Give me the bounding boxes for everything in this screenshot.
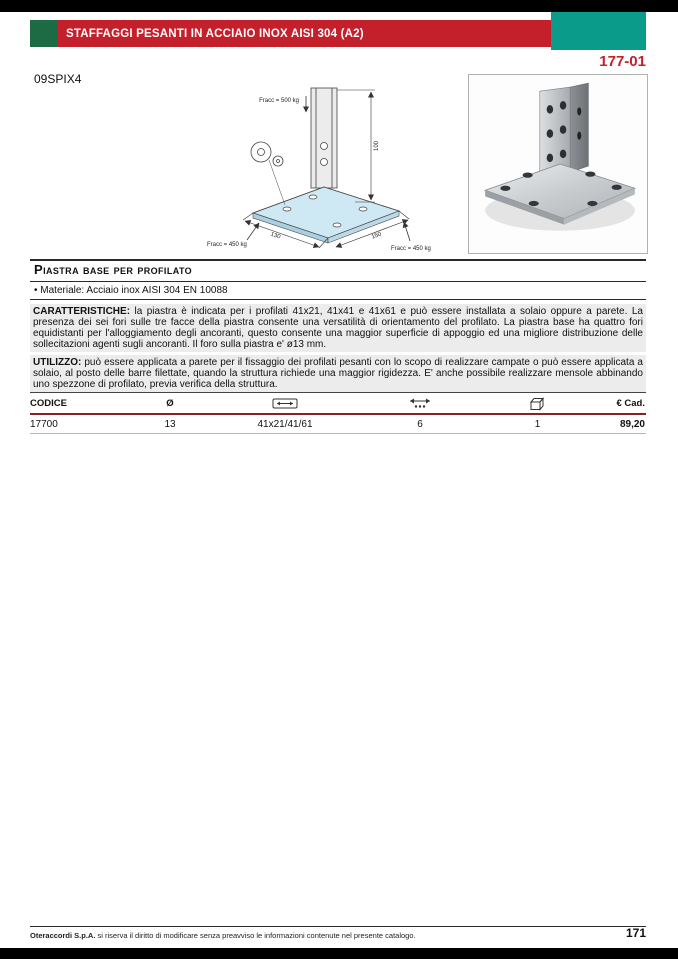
utilizzo-paragraph: [30, 355, 646, 392]
cell-prezzo: 89,20: [619, 418, 645, 430]
product-table: [30, 392, 646, 434]
bottom-black-strip: [0, 948, 678, 959]
force-bottom-left-label: Fracc = 450 kg: [207, 242, 247, 248]
description-block: [30, 304, 646, 395]
product-code: 09SPIX4: [34, 72, 82, 86]
utilizzo-label: UTILIZZO:: [33, 357, 82, 368]
catalog-page-ref: 177-01: [599, 53, 646, 70]
table-header-row: [30, 393, 646, 415]
page-number: 171: [625, 926, 646, 940]
col-header-fori: [360, 397, 480, 409]
cell-profilo: 41x21/41/61: [257, 418, 313, 430]
col-header-diametro: Ø: [166, 397, 174, 409]
col-header-confezione: [480, 396, 595, 411]
cell-confezione: 1: [534, 418, 541, 430]
cell-codice: 17700: [30, 418, 58, 430]
force-top-label: Fracc = 500 kg: [259, 98, 299, 104]
index-color-tab: [551, 12, 646, 50]
section-color-square: [30, 20, 57, 47]
footer-company: Oteraccordi S.p.A.: [30, 931, 96, 940]
package-icon: [529, 396, 546, 411]
table-row: [30, 415, 646, 434]
category-title: STAFFAGGI PESANTI IN ACCIAIO INOX AISI 304 (A2): [66, 27, 364, 40]
material-line: • Materiale: Acciaio inox AISI 304 EN 10088: [34, 285, 228, 296]
caratteristiche-text: la piastra è indicata per i profilati 41x21, 41x41 e 41x61 e può essere installata a solaio oppure a parete. La presenza dei sei fori sulle tre facce della piastra consente una versatilità di orientamento del profilato. La piastra base ha quattro fori equidistanti per l'alloggiamento degli ancoranti, questo consente una maggior superficie di appoggio ed una migliore distribuzione delle sollecitazioni agenti sugli ancoranti. Il foro sulla piastra e' ø13 mm.: [33, 306, 643, 350]
profile-size-icon: [269, 397, 301, 410]
technical-drawing: [205, 86, 460, 254]
footer-rule: [30, 926, 646, 927]
dim-left-label: 130: [269, 231, 282, 241]
utilizzo-text: può essere applicata a parete per il fissaggio dei profilati pesanti con lo scopo di realizzare campate o può essere applicata a solaio, al posto delle barre filettate, quando la struttura richiede una maggior rigidezza. E' anche possibile realizzare mensole abbinando uno spezzone di profilato, previa verifica della struttura.: [33, 357, 643, 390]
dim-height-label: 100: [374, 140, 380, 152]
rule-below-title: [30, 281, 646, 282]
product-photo: [469, 75, 647, 253]
top-black-strip: [0, 0, 678, 12]
col-header-prezzo: € Cad.: [616, 397, 645, 409]
cell-diametro: 13: [164, 418, 176, 430]
rule-below-material: [30, 299, 646, 300]
section-title: Piastra base per profilato: [34, 262, 193, 277]
footer-disclaimer: si riserva il diritto di modificare senza preavviso le informazioni contenute nel presente catalogo.: [95, 931, 416, 940]
footer-note: [30, 931, 416, 940]
col-header-profilo: [210, 397, 360, 410]
dim-right-label: 150: [370, 231, 383, 241]
caratteristiche-paragraph: [30, 304, 646, 352]
product-photo-frame: [468, 74, 648, 254]
category-title-bar: [57, 20, 551, 47]
force-bottom-right-label: Fracc = 450 kg: [391, 246, 431, 252]
holes-count-icon: [407, 397, 433, 409]
rule-above-title: [30, 259, 646, 261]
strut-profile: [311, 88, 337, 188]
caratteristiche-label: CARATTERISTICHE:: [33, 306, 131, 317]
washer-detail: [251, 142, 285, 205]
col-header-codice: CODICE: [30, 397, 67, 409]
cell-fori: 6: [417, 418, 423, 430]
